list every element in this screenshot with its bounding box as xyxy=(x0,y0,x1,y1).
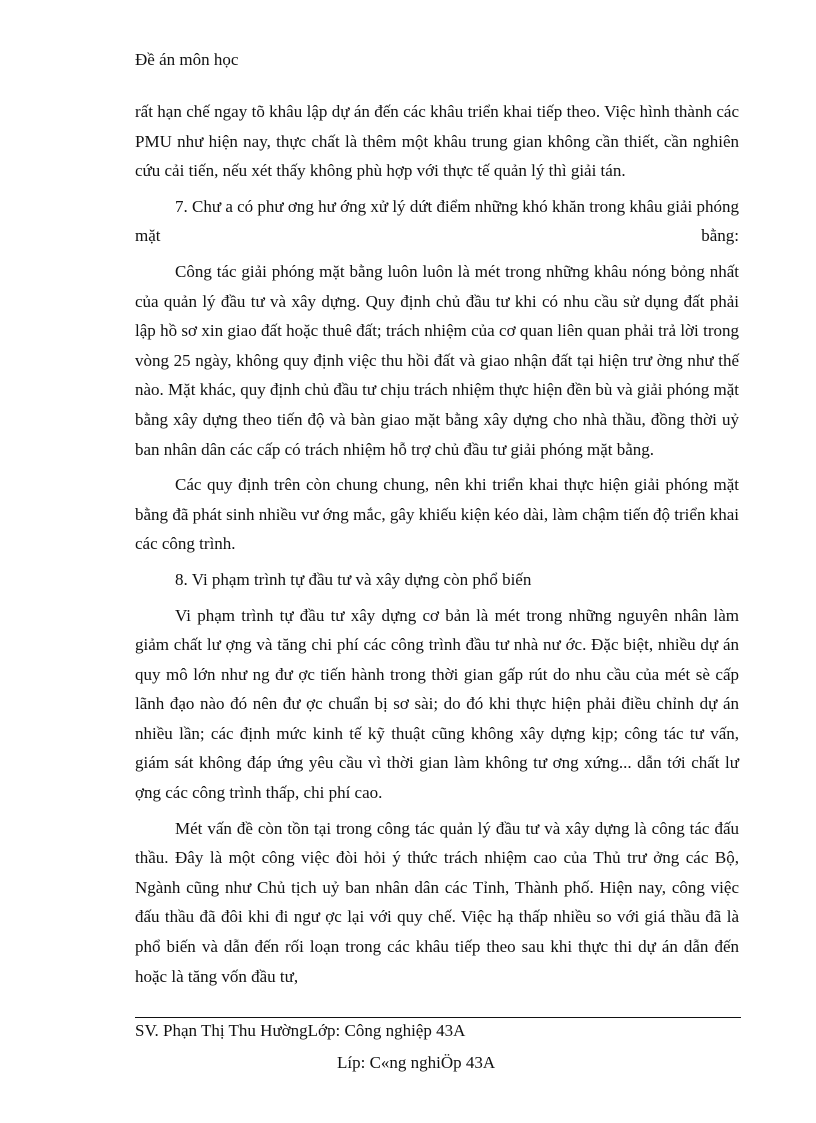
footer-student-line: SV. Phạn Thị Thu HườngLớp: Công nghiệp 43A xyxy=(135,1021,466,1040)
paragraph-bidding: Mét vấn đề còn tồn tại trong công tác quản lý đầu tư và xây dựng là công tác đấu thầu. Đây là một công việc đòi hỏi ý thức trách nhiệm cao của Thủ trư ởng các Bộ, Ngành cũng như Chủ tịch uỷ ban nhân dân các Tỉnh, Thành phố. Hiện nay, công việc đấu thầu đã đôi khi đi ngư ợc lại với quy chế. Việc hạ thấp nhiều so với giá thầu đã là phổ biến và dẫn đến rối loạn trong các khâu tiếp theo sau khi thực thi dự án dẫn đến hoặc là tăng vốn đầu tư, xyxy=(135,818,739,986)
paragraph-regulations: Các quy định trên còn chung chung, nên khi triển khai thực hiện giải phóng mặt bằng đã phát sinh nhiều vư ớng mắc, gây khiếu kiện kéo dài, làm chậm tiến độ triển khai các công trình. xyxy=(135,475,739,554)
page-header: Đề án môn học xyxy=(135,50,239,69)
paragraph-continuation: rất hạn chế ngay tõ khâu lập dự án đến các khâu triển khai tiếp theo. Việc hình thành các PMU như hiện nay, thực chất là thêm một khâu trung gian không cần thiết, cần nghiên cứu cải tiến, nếu xét thấy không phù hợp với thực tế quản lý thì giải tán. xyxy=(135,102,739,181)
footer-divider xyxy=(135,1017,741,1018)
section-heading-7: 7. Chư a có phư ơng hư ớng xử lý dứt điểm những khó khăn trong khâu giải phóng mặt bằng: xyxy=(135,196,739,246)
section-heading-8: 8. Vi phạm trình tự đầu tư và xây dựng còn phổ biến xyxy=(175,569,532,589)
paragraph-site-clearance: Công tác giải phóng mặt bằng luôn luôn là mét trong những khâu nóng bỏng nhất của quản lý đầu tư và xây dựng. Quy định chủ đầu tư khi có nhu cầu sử dụng đất phải lập hồ sơ xin giao đất hoặc thuê đất; trách nhiệm của cơ quan liên quan phải trả lời trong vòng 25 ngày, không quy định việc thu hồi đất và giao nhận đất tại hiện trư ờng như thế nào. Mặt khác, quy định chủ đầu tư chịu trách nhiệm thực hiện đền bù và giải phóng mặt bằng xây dựng theo tiến độ và bàn giao mặt bằng xây dựng cho nhà thầu, đồng thời uỷ ban nhân dân các cấp có trách nhiệm hỗ trợ chủ đầu tư giải phóng mặt bằng. xyxy=(135,261,739,459)
footer-class-line: Líp: C«ng nghiÖp 43A xyxy=(337,1053,496,1072)
paragraph-violations: Vi phạm trình tự đầu tư xây dựng cơ bản là mét trong những nguyên nhân làm giảm chất lư ợng và tăng chi phí các công trình đầu tư nhà nư ớc. Đặc biệt, nhiều dự án quy mô lớn như ng đư ợc tiến hành trong thời gian gấp rút do nhu cầu của mét sè cấp lãnh đạo nào đó nên đư ợc chuẩn bị sơ sài; do đó khi thực hiện phải điều chỉnh dự án nhiều lần; các định mức kinh tế kỹ thuật cũng không xây dựng kịp; công tác tư vấn, giám sát không đáp ứng yêu cầu vì thời gian làm không tư ơng xứng... dẫn tới chất lư ợng các công trình thấp, chi phí cao. xyxy=(135,605,739,803)
document-body xyxy=(135,97,739,997)
